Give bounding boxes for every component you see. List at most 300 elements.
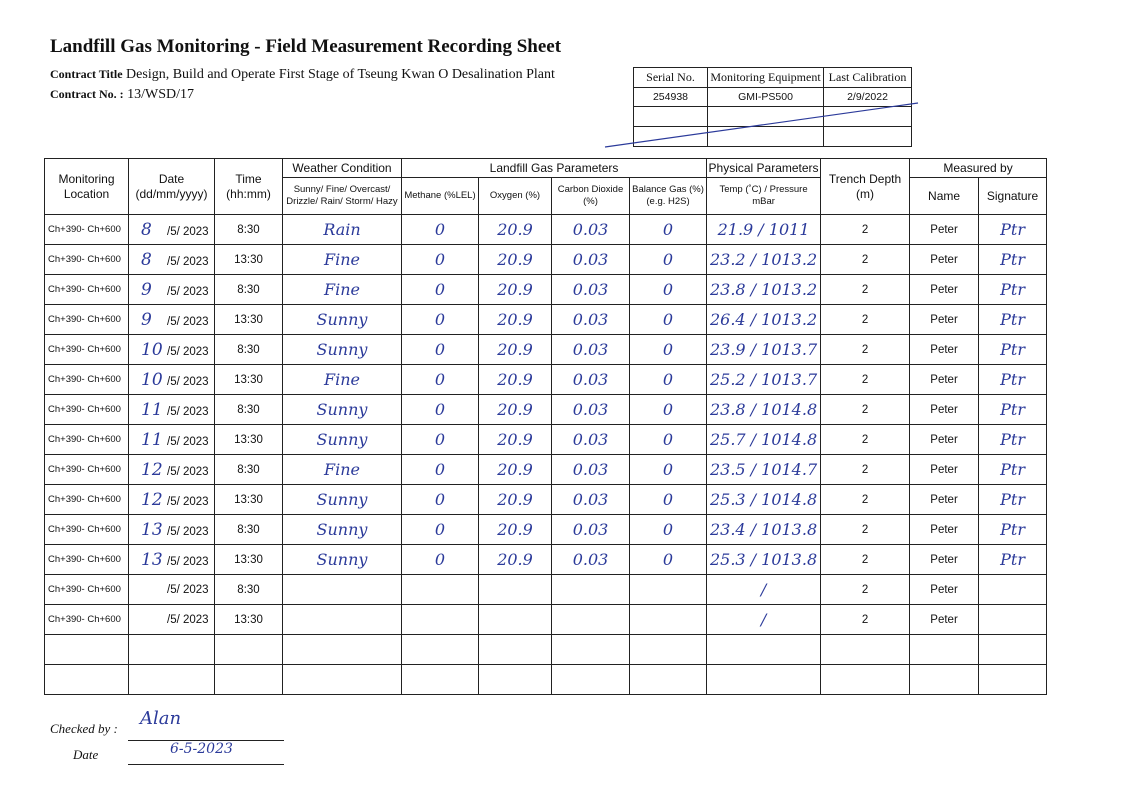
co2-cell [552, 245, 630, 275]
trench-cell: 2 [821, 545, 910, 575]
date-day: 12 [141, 489, 163, 510]
signature-cell [979, 425, 1047, 455]
contract-title-label: Contract Title [50, 67, 123, 81]
temp-pressure-cell [707, 395, 821, 425]
contract-no-label: Contract No. : [50, 87, 124, 101]
weather-value: Fine [324, 460, 360, 479]
trench-cell: 2 [821, 605, 910, 635]
temp-pressure-cell [707, 485, 821, 515]
balance-cell [630, 275, 707, 305]
date-cell [129, 635, 215, 665]
oxygen-cell [479, 215, 552, 245]
weather-value: Fine [324, 280, 360, 299]
time-cell: 13:30 [215, 305, 283, 335]
date-header: Date (dd/mm/yyyy) [129, 159, 215, 215]
temp-pressure-cell [707, 335, 821, 365]
weather-cell [283, 425, 402, 455]
co2-cell [552, 455, 630, 485]
name-cell: Peter [910, 545, 979, 575]
table-row [45, 365, 1047, 395]
date-day: 8 [141, 249, 152, 270]
balance-cell [630, 305, 707, 335]
co2-cell [552, 635, 630, 665]
location-cell: Ch+390- Ch+600 [45, 455, 129, 485]
oxygen-value: 20.9 [497, 550, 533, 569]
table-row [45, 455, 1047, 485]
signature-value: Ptr [1000, 400, 1025, 419]
weather-cell [283, 305, 402, 335]
location-cell: Ch+390- Ch+600 [45, 335, 129, 365]
oxygen-value: 20.9 [497, 430, 533, 449]
location-cell: Ch+390- Ch+600 [45, 215, 129, 245]
methane-cell [402, 485, 479, 515]
time-cell: 8:30 [215, 395, 283, 425]
time-cell: 13:30 [215, 545, 283, 575]
location-cell: Ch+390- Ch+600 [45, 575, 129, 605]
trench-cell [821, 665, 910, 695]
oxygen-cell [479, 245, 552, 275]
serial-value: 254938 [634, 88, 708, 107]
balance-value: 0 [662, 250, 674, 269]
temp-pressure-cell [707, 365, 821, 395]
measured-group-header: Measured by [910, 159, 1047, 178]
date-cell [129, 575, 215, 605]
oxygen-cell [479, 605, 552, 635]
date-cell [129, 455, 215, 485]
balance-value: 0 [662, 310, 674, 329]
methane-cell [402, 365, 479, 395]
name-header: Name [910, 178, 979, 215]
trench-cell: 2 [821, 455, 910, 485]
weather-cell [283, 605, 402, 635]
name-cell: Peter [910, 245, 979, 275]
balance-value: 0 [662, 550, 674, 569]
check-date-value: 6-5-2023 [170, 741, 233, 757]
trench-cell: 2 [821, 515, 910, 545]
oxygen-cell [479, 665, 552, 695]
name-cell: Peter [910, 455, 979, 485]
temp-pressure-value: / [760, 580, 767, 599]
contract-no-value: 13/WSD/17 [127, 87, 195, 102]
time-cell: 8:30 [215, 335, 283, 365]
weather-value: Sunny [316, 550, 368, 569]
co2-cell [552, 275, 630, 305]
date-cell [129, 335, 215, 365]
oxygen-value: 20.9 [497, 400, 533, 419]
date-day: 8 [141, 219, 152, 240]
trench-cell: 2 [821, 275, 910, 305]
time-cell [215, 635, 283, 665]
balance-value: 0 [662, 490, 674, 509]
time-cell: 8:30 [215, 275, 283, 305]
signature-value: Ptr [1000, 490, 1025, 509]
co2-header: Carbon Dioxide (%) [552, 178, 630, 215]
temp-pressure-value: 25.7 / 1014.8 [709, 430, 818, 449]
methane-value: 0 [434, 370, 446, 389]
signature-cell [979, 245, 1047, 275]
balance-value: 0 [662, 280, 674, 299]
balance-cell [630, 335, 707, 365]
location-cell: Ch+390- Ch+600 [45, 275, 129, 305]
temp-pressure-value: / [760, 610, 767, 629]
methane-value: 0 [434, 430, 446, 449]
signature-cell [979, 605, 1047, 635]
temp-pressure-cell [707, 575, 821, 605]
temp-pressure-value: 26.4 / 1013.2 [709, 310, 818, 329]
signature-cell [979, 485, 1047, 515]
oxygen-value: 20.9 [497, 490, 533, 509]
date-day: 12 [141, 459, 163, 480]
name-cell: Peter [910, 275, 979, 305]
date-month-year: /5/ 2023 [167, 375, 209, 388]
co2-cell [552, 395, 630, 425]
balance-value: 0 [662, 520, 674, 539]
signature-value: Ptr [1000, 220, 1025, 239]
date-day: 9 [141, 279, 152, 300]
strike-through-line [600, 100, 930, 160]
weather-cell [283, 455, 402, 485]
date-cell [129, 515, 215, 545]
date-month-year: /5/ 2023 [167, 315, 209, 328]
co2-value: 0.03 [572, 310, 609, 329]
temp-pressure-value: 25.3 / 1013.8 [709, 550, 818, 569]
methane-value: 0 [434, 250, 446, 269]
balance-cell [630, 545, 707, 575]
weather-value: Sunny [316, 430, 368, 449]
signature-cell [979, 545, 1047, 575]
table-body [45, 215, 1047, 695]
weather-cell [283, 575, 402, 605]
oxygen-cell [479, 335, 552, 365]
date-cell [129, 365, 215, 395]
weather-cell [283, 335, 402, 365]
oxygen-value: 20.9 [497, 280, 533, 299]
oxygen-cell [479, 365, 552, 395]
location-cell: Ch+390- Ch+600 [45, 605, 129, 635]
location-cell: Ch+390- Ch+600 [45, 515, 129, 545]
signature-value: Ptr [1000, 550, 1025, 569]
methane-value: 0 [434, 220, 446, 239]
methane-cell [402, 425, 479, 455]
methane-value: 0 [434, 520, 446, 539]
location-cell: Ch+390- Ch+600 [45, 245, 129, 275]
location-cell: Ch+390- Ch+600 [45, 395, 129, 425]
signature-value: Ptr [1000, 250, 1025, 269]
temp-pressure-header: Temp (˚C) / Pressure mBar [707, 178, 821, 215]
weather-group-header: Weather Condition [283, 159, 402, 178]
methane-value: 0 [434, 550, 446, 569]
weather-cell [283, 215, 402, 245]
weather-cell [283, 515, 402, 545]
location-cell: Ch+390- Ch+600 [45, 305, 129, 335]
date-month-year: /5/ 2023 [167, 495, 209, 508]
co2-value: 0.03 [572, 370, 609, 389]
signature-cell [979, 515, 1047, 545]
temp-pressure-value: 23.5 / 1014.7 [709, 460, 818, 479]
checked-by-label: Checked by : [50, 721, 118, 736]
methane-cell [402, 275, 479, 305]
date-cell [129, 305, 215, 335]
weather-cell [283, 545, 402, 575]
balance-cell [630, 365, 707, 395]
oxygen-value: 20.9 [497, 520, 533, 539]
balance-cell [630, 455, 707, 485]
oxygen-cell [479, 305, 552, 335]
weather-value: Fine [324, 370, 360, 389]
date-day: 11 [141, 399, 163, 420]
balance-cell [630, 515, 707, 545]
oxygen-cell [479, 275, 552, 305]
weather-value: Rain [323, 220, 361, 239]
methane-cell [402, 515, 479, 545]
oxygen-value: 20.9 [497, 460, 533, 479]
trench-cell: 2 [821, 575, 910, 605]
co2-cell [552, 605, 630, 635]
table-row [45, 665, 1047, 695]
oxygen-cell [479, 395, 552, 425]
co2-cell [552, 515, 630, 545]
weather-value: Sunny [316, 520, 368, 539]
weather-cell [283, 635, 402, 665]
time-cell: 13:30 [215, 245, 283, 275]
date-day: 10 [141, 339, 163, 360]
date-month-year: /5/ 2023 [167, 525, 209, 538]
table-row [45, 215, 1047, 245]
methane-cell [402, 575, 479, 605]
contract-title-value: Design, Build and Operate First Stage of Tseung Kwan O Desalination Plant [126, 67, 555, 82]
date-month-year: /5/ 2023 [167, 225, 209, 238]
location-cell [45, 665, 129, 695]
name-cell: Peter [910, 215, 979, 245]
signature-value: Ptr [1000, 340, 1025, 359]
weather-cell [283, 275, 402, 305]
trench-cell: 2 [821, 305, 910, 335]
checked-by-signature: Alan [140, 708, 182, 729]
co2-value: 0.03 [572, 400, 609, 419]
temp-pressure-value: 23.2 / 1013.2 [709, 250, 818, 269]
equipment-label: Monitoring Equipment [708, 68, 824, 88]
calibration-value: 2/9/2022 [824, 88, 912, 107]
oxygen-cell [479, 485, 552, 515]
date-day: 13 [141, 519, 163, 540]
date-cell [129, 215, 215, 245]
location-cell: Ch+390- Ch+600 [45, 365, 129, 395]
calibration-label: Last Calibration [824, 68, 912, 88]
oxygen-cell [479, 515, 552, 545]
contract-no-line [50, 87, 194, 103]
weather-cell [283, 485, 402, 515]
weather-value: Sunny [316, 340, 368, 359]
balance-value: 0 [662, 460, 674, 479]
oxygen-cell [479, 575, 552, 605]
temp-pressure-cell [707, 545, 821, 575]
name-cell: Peter [910, 515, 979, 545]
signature-value: Ptr [1000, 280, 1025, 299]
methane-cell [402, 455, 479, 485]
balance-cell [630, 245, 707, 275]
methane-cell [402, 545, 479, 575]
signature-cell [979, 635, 1047, 665]
temp-pressure-cell [707, 515, 821, 545]
co2-cell [552, 575, 630, 605]
date-day: 13 [141, 549, 163, 570]
signature-cell [979, 365, 1047, 395]
oxygen-cell [479, 425, 552, 455]
co2-cell [552, 215, 630, 245]
name-cell: Peter [910, 425, 979, 455]
date-cell [129, 485, 215, 515]
gas-group-header: Landfill Gas Parameters [402, 159, 707, 178]
methane-value: 0 [434, 400, 446, 419]
signature-header: Signature [979, 178, 1047, 215]
temp-pressure-value: 21.9 / 1011 [717, 220, 810, 239]
co2-cell [552, 665, 630, 695]
name-cell [910, 665, 979, 695]
balance-value: 0 [662, 400, 674, 419]
temp-pressure-cell [707, 305, 821, 335]
temp-pressure-cell [707, 665, 821, 695]
table-row [45, 395, 1047, 425]
time-cell: 8:30 [215, 515, 283, 545]
name-cell: Peter [910, 395, 979, 425]
balance-cell [630, 395, 707, 425]
temp-pressure-cell [707, 425, 821, 455]
signature-cell [979, 665, 1047, 695]
time-cell: 8:30 [215, 215, 283, 245]
temp-pressure-cell [707, 605, 821, 635]
temp-pressure-value: 25.2 / 1013.7 [709, 370, 818, 389]
time-header: Time (hh:mm) [215, 159, 283, 215]
table-row [45, 335, 1047, 365]
weather-value: Sunny [316, 490, 368, 509]
methane-header: Methane (%LEL) [402, 178, 479, 215]
serial-label: Serial No. [634, 68, 708, 88]
temp-pressure-cell [707, 275, 821, 305]
co2-value: 0.03 [572, 340, 609, 359]
name-cell: Peter [910, 575, 979, 605]
time-cell: 8:30 [215, 575, 283, 605]
co2-cell [552, 305, 630, 335]
balance-value: 0 [662, 370, 674, 389]
location-cell: Ch+390- Ch+600 [45, 485, 129, 515]
date-month-year: /5/ 2023 [167, 285, 209, 298]
signature-cell [979, 575, 1047, 605]
temp-pressure-cell [707, 245, 821, 275]
co2-value: 0.03 [572, 520, 609, 539]
co2-value: 0.03 [572, 250, 609, 269]
name-cell: Peter [910, 485, 979, 515]
date-cell [129, 275, 215, 305]
name-cell: Peter [910, 365, 979, 395]
oxygen-value: 20.9 [497, 310, 533, 329]
weather-value: Fine [324, 250, 360, 269]
time-cell [215, 665, 283, 695]
weather-cell [283, 365, 402, 395]
temp-pressure-value: 25.3 / 1014.8 [709, 490, 818, 509]
balance-cell [630, 215, 707, 245]
methane-cell [402, 305, 479, 335]
methane-value: 0 [434, 460, 446, 479]
name-cell: Peter [910, 335, 979, 365]
weather-value: Sunny [316, 400, 368, 419]
methane-value: 0 [434, 490, 446, 509]
signature-cell [979, 305, 1047, 335]
methane-value: 0 [434, 310, 446, 329]
oxygen-cell [479, 545, 552, 575]
table-row [45, 485, 1047, 515]
time-cell: 13:30 [215, 485, 283, 515]
oxygen-cell [479, 455, 552, 485]
signature-cell [979, 275, 1047, 305]
oxygen-value: 20.9 [497, 340, 533, 359]
temp-pressure-cell [707, 635, 821, 665]
date-month-year: /5/ 2023 [167, 555, 209, 568]
check-date-label: Date [73, 747, 99, 762]
table-row [45, 305, 1047, 335]
date-cell [129, 545, 215, 575]
table-row [45, 275, 1047, 305]
methane-cell [402, 605, 479, 635]
signature-cell [979, 455, 1047, 485]
oxygen-header: Oxygen (%) [479, 178, 552, 215]
co2-cell [552, 365, 630, 395]
table-row [45, 545, 1047, 575]
methane-cell [402, 395, 479, 425]
equipment-value: GMI-PS500 [708, 88, 824, 107]
location-cell: Ch+390- Ch+600 [45, 545, 129, 575]
trench-header: Trench Depth (m) [821, 159, 910, 215]
temp-pressure-cell [707, 455, 821, 485]
signature-value: Ptr [1000, 430, 1025, 449]
date-month-year: /5/ 2023 [167, 405, 209, 418]
date-month-year: /5/ 2023 [167, 255, 209, 268]
oxygen-value: 20.9 [497, 250, 533, 269]
weather-sub-header: Sunny/ Fine/ Overcast/ Drizzle/ Rain/ Storm/ Hazy [283, 178, 402, 215]
date-day: 10 [141, 369, 163, 390]
methane-cell [402, 665, 479, 695]
date-month-year: /5/ 2023 [167, 613, 209, 626]
trench-cell: 2 [821, 365, 910, 395]
date-month-year: /5/ 2023 [167, 345, 209, 358]
trench-cell: 2 [821, 245, 910, 275]
location-cell: Ch+390- Ch+600 [45, 425, 129, 455]
balance-value: 0 [662, 220, 674, 239]
name-cell [910, 635, 979, 665]
weather-cell [283, 665, 402, 695]
time-cell: 13:30 [215, 425, 283, 455]
co2-value: 0.03 [572, 430, 609, 449]
check-date-line [128, 764, 284, 765]
balance-header: Balance Gas (%) (e.g. H2S) [630, 178, 707, 215]
temp-pressure-value: 23.8 / 1013.2 [709, 280, 818, 299]
signature-value: Ptr [1000, 460, 1025, 479]
signature-cell [979, 215, 1047, 245]
methane-cell [402, 215, 479, 245]
contract-title-line [50, 67, 555, 83]
signature-value: Ptr [1000, 370, 1025, 389]
co2-value: 0.03 [572, 280, 609, 299]
time-cell: 8:30 [215, 455, 283, 485]
co2-value: 0.03 [572, 460, 609, 479]
trench-cell: 2 [821, 215, 910, 245]
location-header: Monitoring Location [45, 159, 129, 215]
trench-cell: 2 [821, 485, 910, 515]
balance-value: 0 [662, 340, 674, 359]
oxygen-value: 20.9 [497, 220, 533, 239]
date-cell [129, 425, 215, 455]
balance-cell [630, 425, 707, 455]
co2-value: 0.03 [572, 490, 609, 509]
